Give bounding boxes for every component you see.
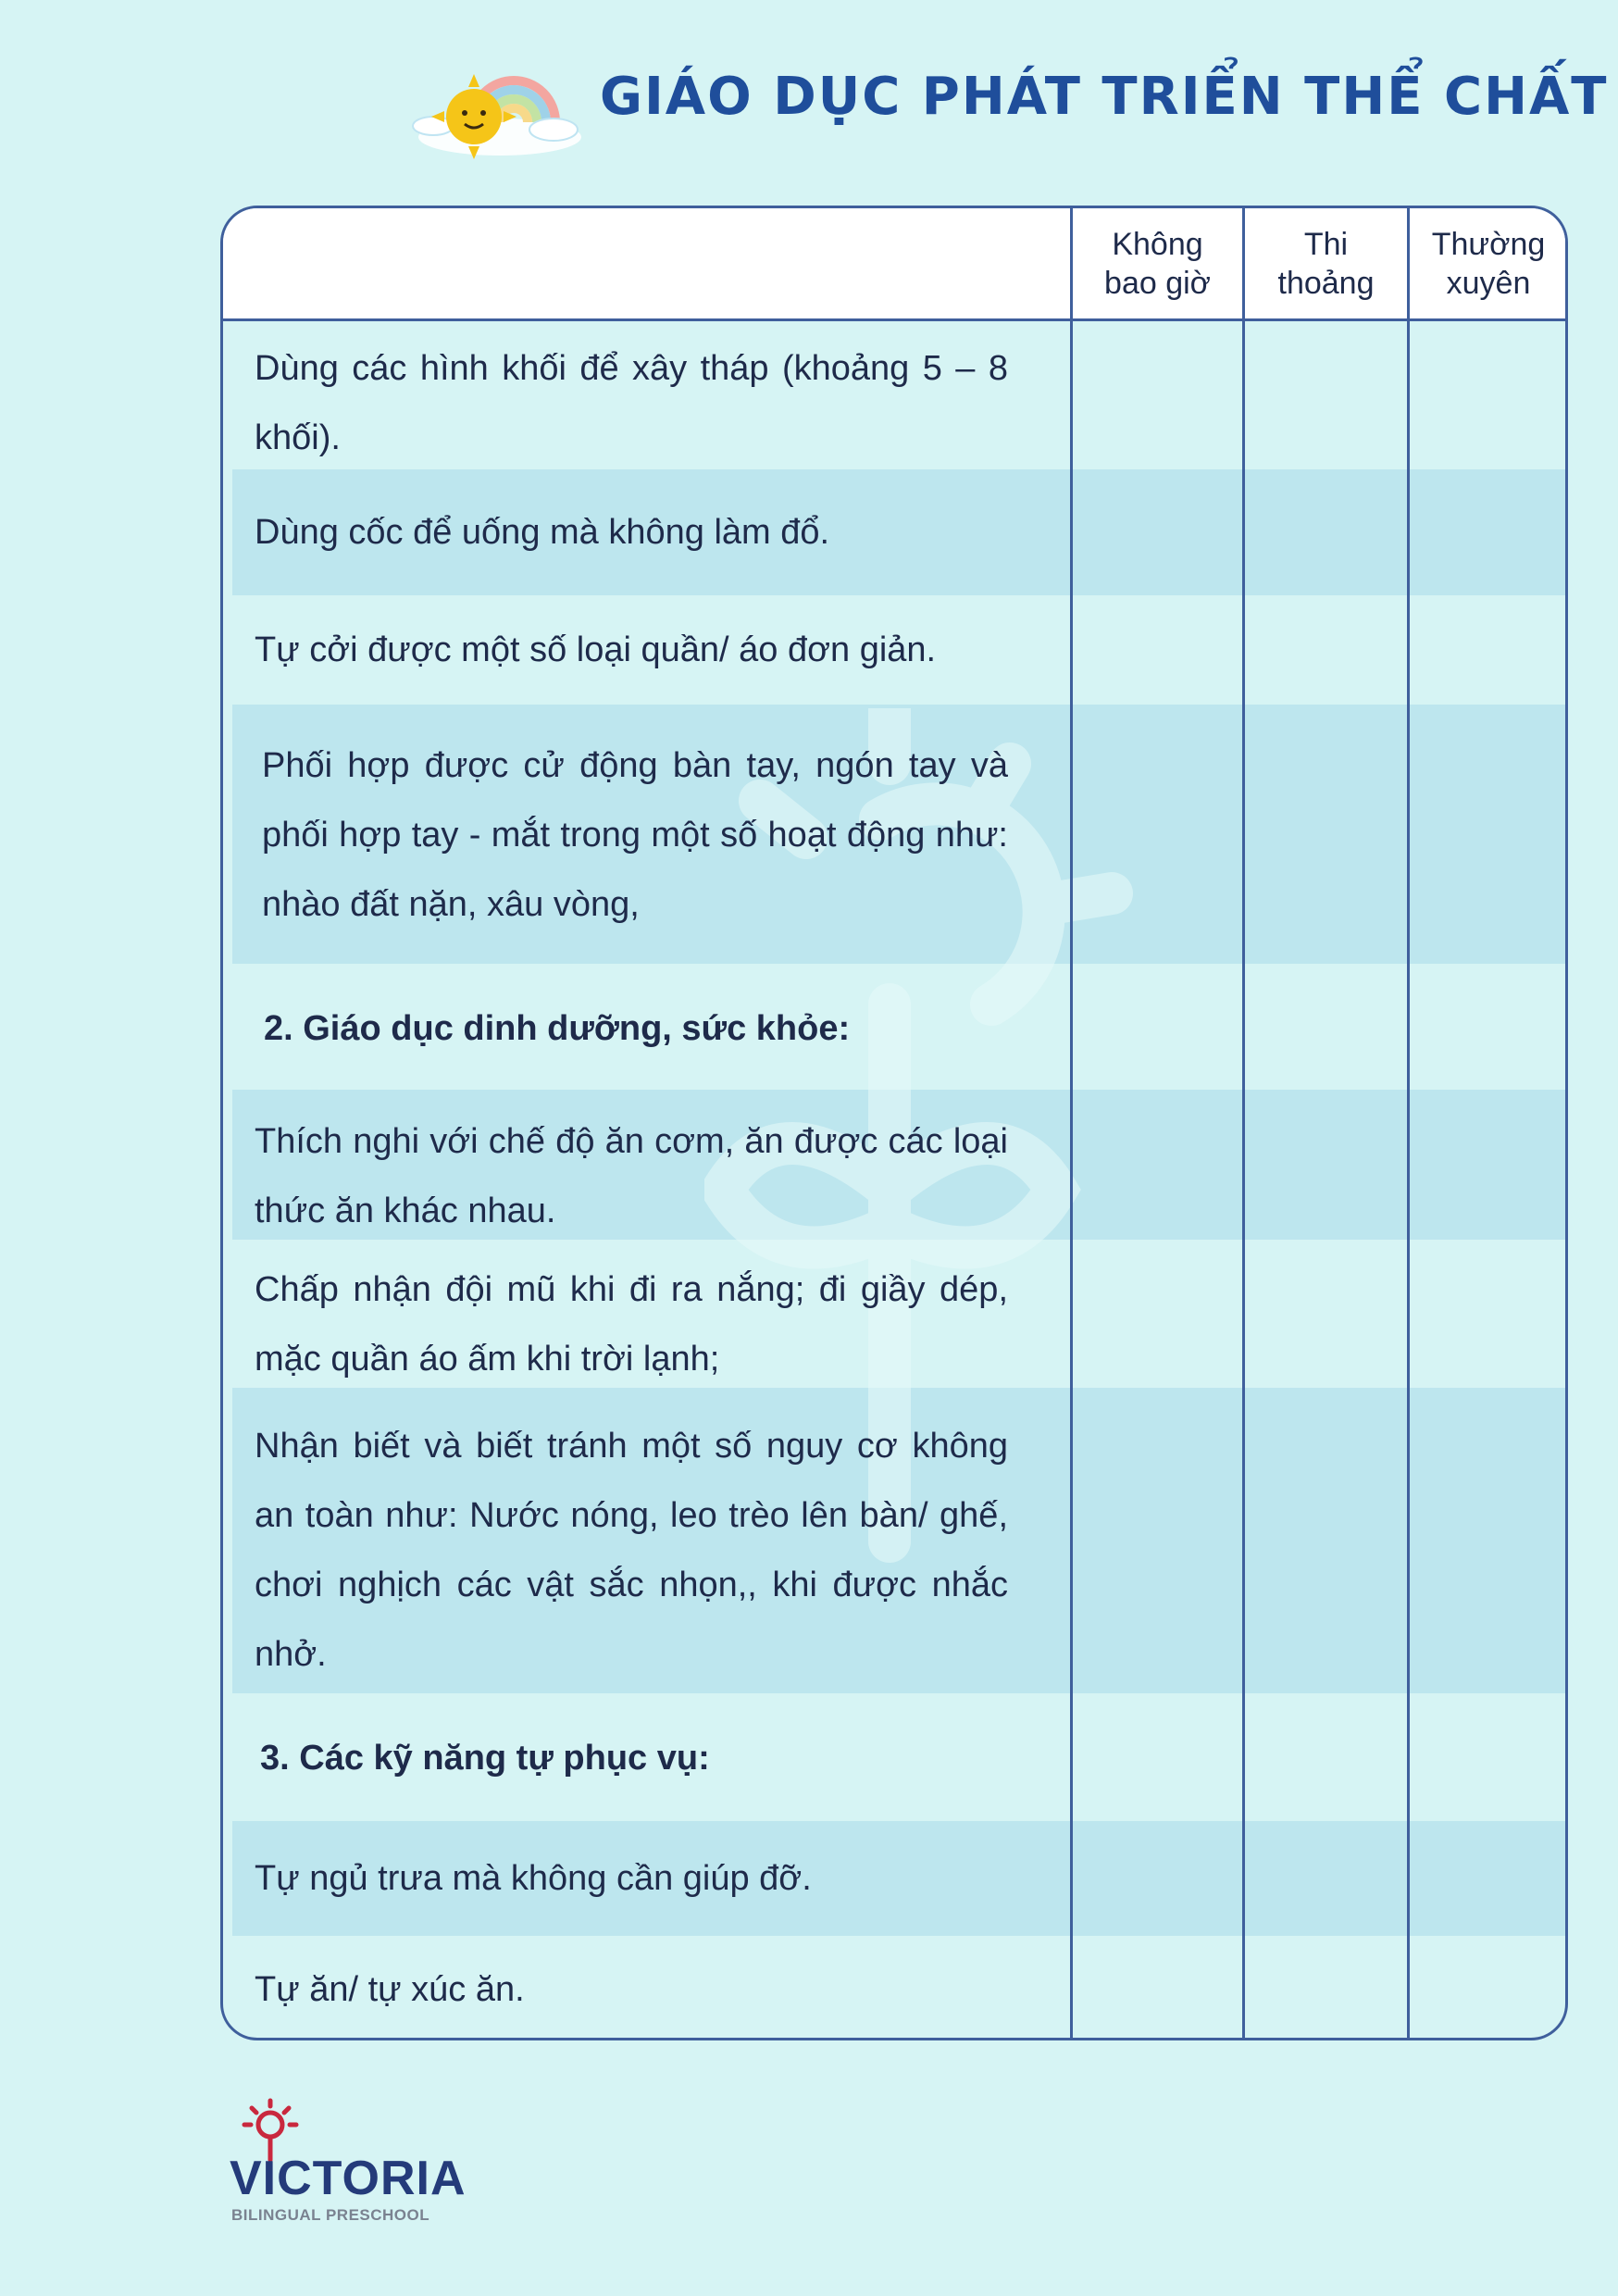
- assessment-table: [220, 206, 1568, 2040]
- row-item: Dùng cốc để uống mà không làm đổ.: [255, 513, 830, 552]
- row-item: Chấp nhận đội mũ khi đi ra nắng; đi giầy dép, mặc quần áo ấm khi trời lạnh;: [255, 1270, 1008, 1379]
- column-header-often: Thường xuyên: [1431, 227, 1546, 301]
- logo-subtitle: BILINGUAL PRESCHOOL: [231, 2206, 430, 2224]
- logo-wordmark: VICTORIA: [230, 2152, 467, 2205]
- sun-rainbow-icon: [407, 37, 592, 167]
- section-heading: 3. Các kỹ năng tự phục vụ:: [260, 1739, 710, 1778]
- row-item: Tự cởi được một số loại quần/ áo đơn giản.: [255, 630, 937, 669]
- row-item: Phối hợp được cử động bàn tay, ngón tay và phối hợp tay - mắt trong một số hoạt động như: nhào đất nặn, xâu vòng,: [262, 746, 1008, 924]
- column-divider: [1070, 208, 1073, 2038]
- row-item: Nhận biết và biết tránh một số nguy cơ không an toàn như: Nước nóng, leo trèo lên bàn/ ghế, chơi nghịch các vật sắc nhọn,, khi được nhắc nhở.: [255, 1427, 1008, 1674]
- column-header-never: Không bao giờ: [1104, 227, 1211, 301]
- section-heading: 2. Giáo dục dinh dưỡng, sức khỏe:: [264, 1009, 851, 1048]
- column-divider: [1242, 208, 1245, 2038]
- row-item: Tự ăn/ tự xúc ăn.: [255, 1970, 525, 2009]
- column-divider: [1407, 208, 1410, 2038]
- row-item: Tự ngủ trưa mà không cần giúp đỡ.: [255, 1859, 812, 1898]
- column-header-sometimes: Thi thoảng: [1277, 227, 1375, 301]
- school-logo: [222, 2097, 467, 2227]
- page-title: GIÁO DỤC PHÁT TRIỂN THỂ CHẤT: [600, 67, 1609, 127]
- row-item: Dùng các hình khối để xây tháp (khoảng 5 – 8 khối).: [255, 349, 1008, 457]
- row-item: Thích nghi với chế độ ăn cơm, ăn được các loại thức ăn khác nhau.: [255, 1122, 1008, 1230]
